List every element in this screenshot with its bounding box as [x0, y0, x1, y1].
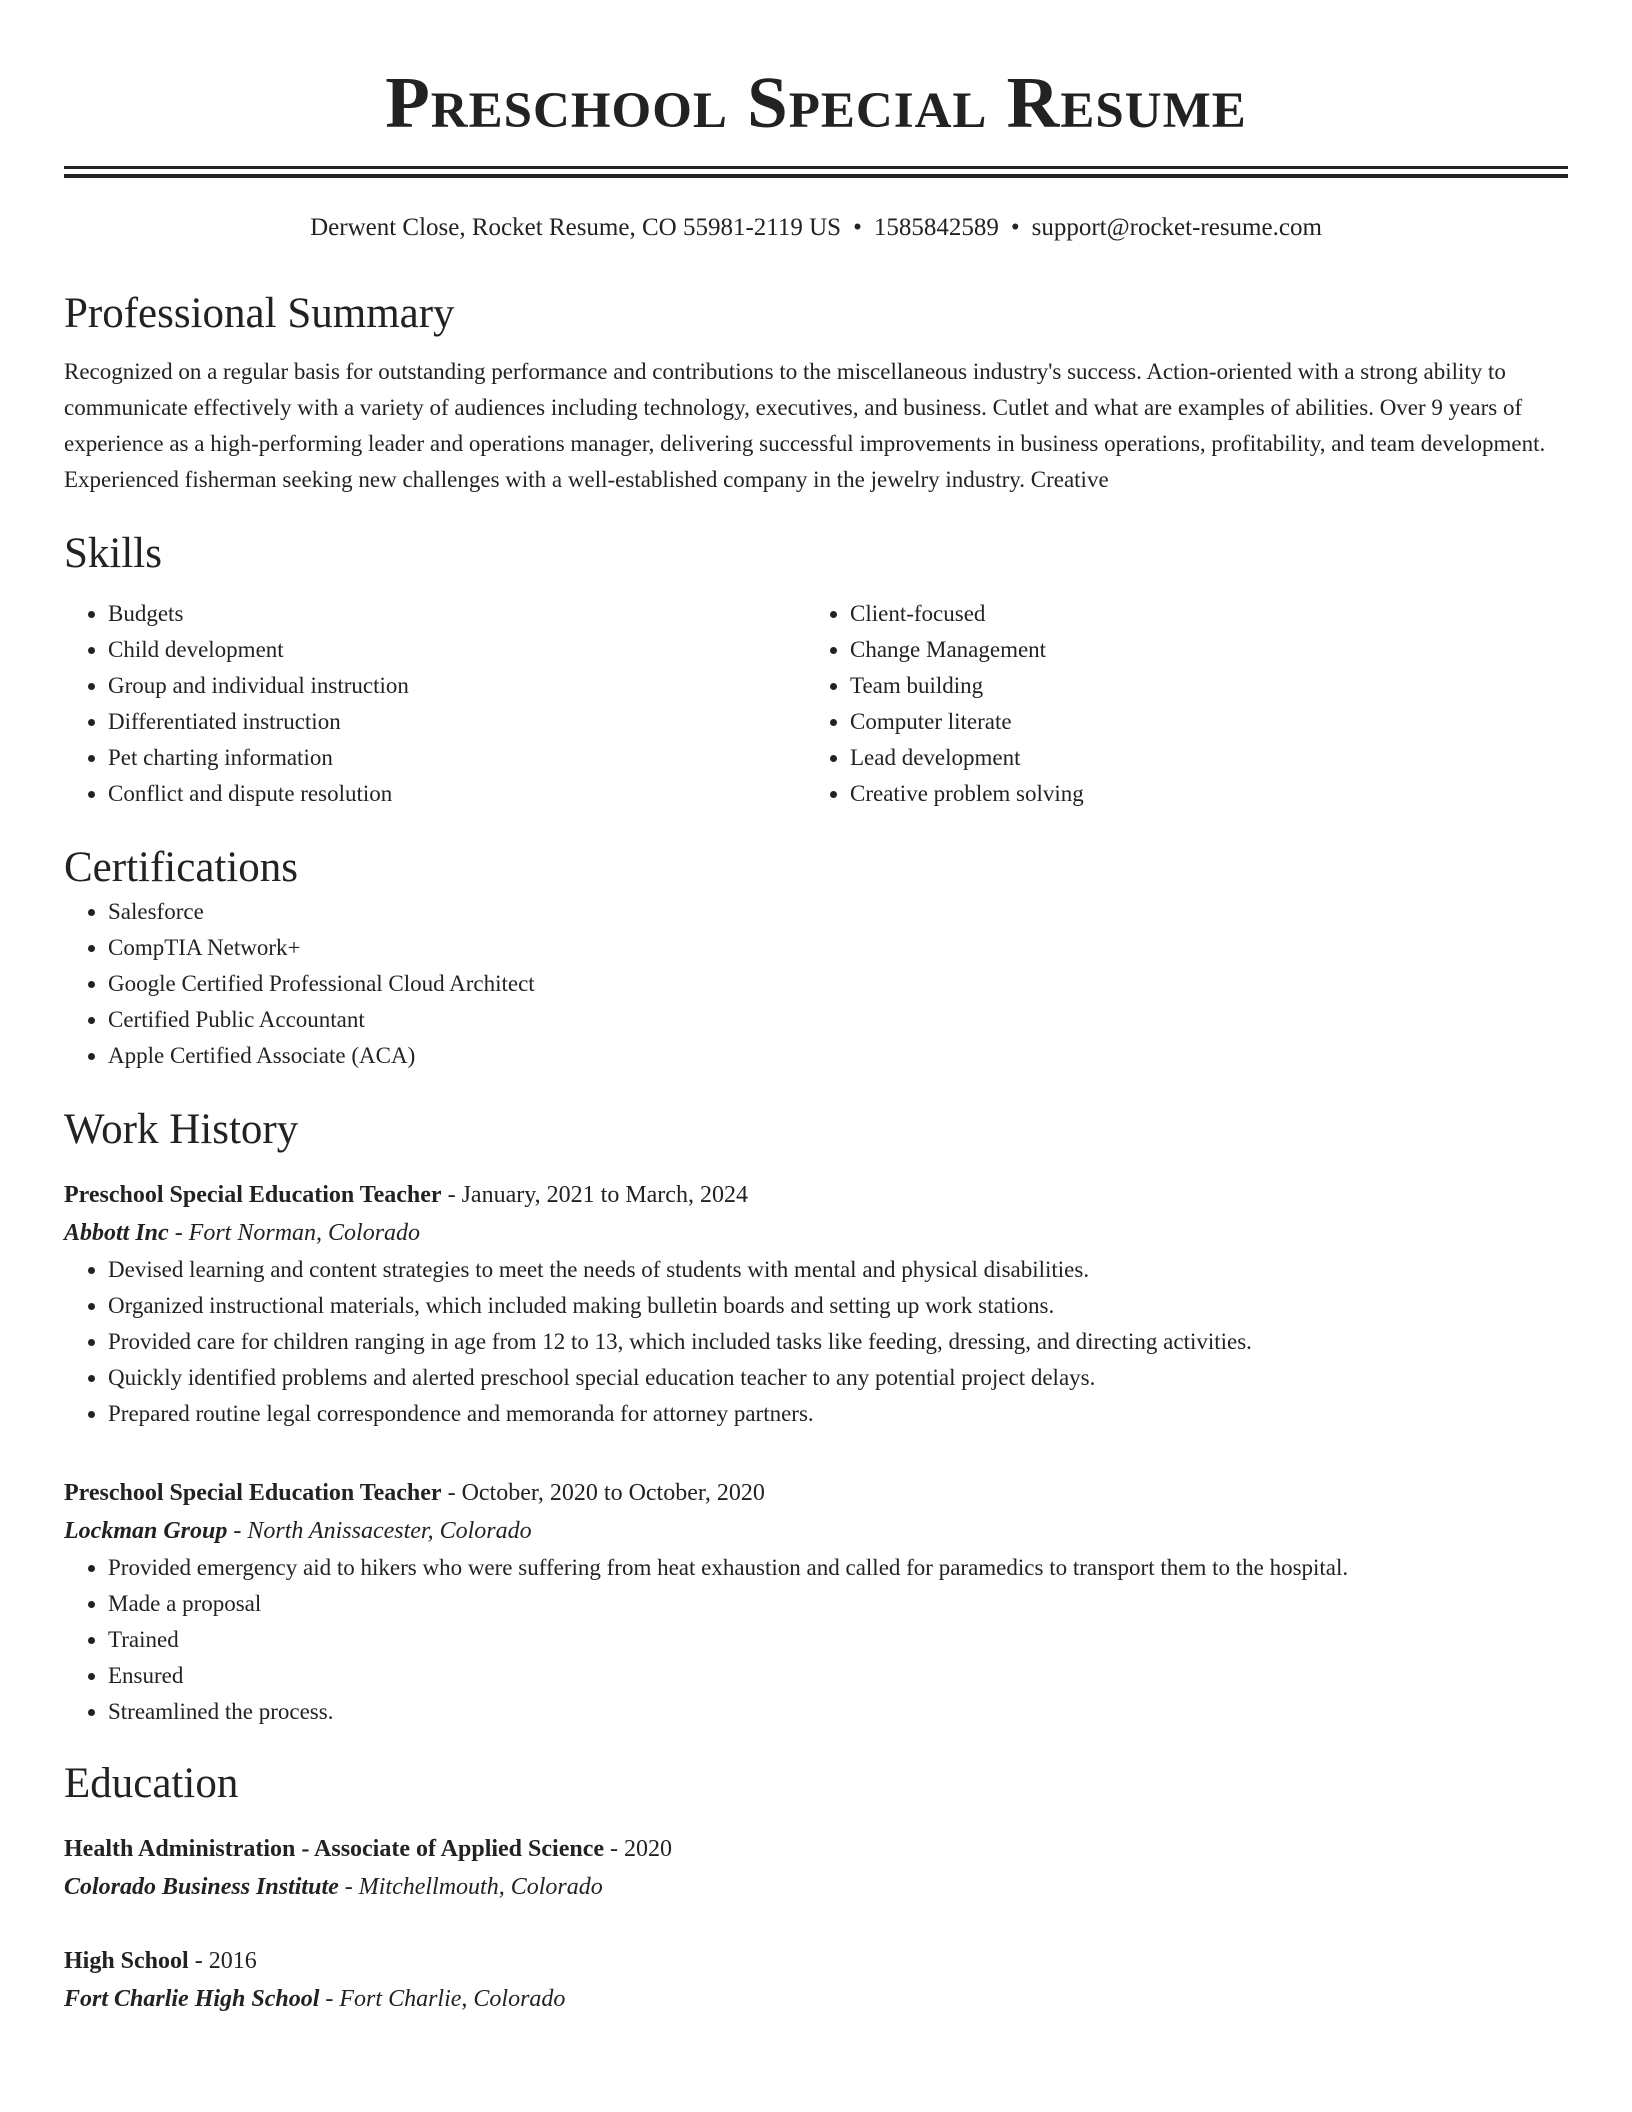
job-location: - North Anissacester, Colorado: [227, 1518, 532, 1544]
job-duty: • Streamlined the process.: [108, 1694, 1568, 1730]
certification-item: • Apple Certified Associate (ACA): [108, 1038, 1568, 1074]
job-dates: - October, 2020 to October, 2020: [441, 1480, 765, 1506]
education-degree: Health Administration - Associate of Applied Science: [64, 1836, 604, 1862]
education-heading: Education: [64, 1760, 239, 1807]
education-year: - 2020: [604, 1836, 672, 1862]
job-company-line: [64, 1214, 1568, 1252]
job-dates: - January, 2021 to March, 2024: [441, 1182, 748, 1208]
skill-item: • Lead development: [850, 740, 1548, 776]
contact-email: support@rocket-resume.com: [1031, 214, 1322, 241]
skills-list-right: [806, 596, 1548, 812]
education-school-line: [64, 1868, 1568, 1906]
education-degree-line: [64, 1830, 1568, 1868]
job-duty: • Organized instructional materials, which included making bulletin boards and setting up work stations.: [108, 1288, 1568, 1324]
job-duty: • Trained: [108, 1622, 1568, 1658]
education-location: - Fort Charlie, Colorado: [319, 1986, 566, 2012]
education-location: - Mitchellmouth, Colorado: [338, 1874, 603, 1900]
job-title-line: [64, 1176, 1568, 1214]
job-entry: [64, 1176, 1568, 1432]
skill-item: • Child development: [108, 632, 806, 668]
job-entry: [64, 1474, 1568, 1730]
contact-separator: •: [853, 214, 862, 241]
job-duty: • Made a proposal: [108, 1586, 1568, 1622]
summary-text: Recognized on a regular basis for outstanding performance and contributions to the miscellaneous industry's success. Action-oriented with a strong ability to communicate effectively with a variety of audiences including technology, executives, and business. Cutlet and what are examples of abilities. Over 9 years of experience as a high-performing leader and operations manager, delivering successful improvements in business operations, profitability, and team development. Experienced fisherman seeking new challenges with a well-established company in the jewelry industry. Creative: [64, 359, 1546, 492]
contact-separator: •: [1010, 214, 1020, 241]
job-duty: • Ensured: [108, 1658, 1568, 1694]
title-divider-bottom: [64, 174, 1568, 178]
skill-item: • Budgets: [108, 596, 806, 632]
certifications-heading: Certifications: [64, 844, 299, 891]
skill-item: • Change Management: [850, 632, 1548, 668]
certification-item: • Certified Public Accountant: [108, 1002, 1568, 1038]
skill-item: • Team building: [850, 668, 1548, 704]
skill-item: • Client-focused: [850, 596, 1548, 632]
job-duty: • Quickly identified problems and alerted preschool special education teacher to any potential project delays.: [108, 1360, 1568, 1396]
skill-item: • Group and individual instruction: [108, 668, 806, 704]
skills-heading: Skills: [64, 530, 162, 577]
certification-item: • CompTIA Network+: [108, 930, 1568, 966]
summary-heading: Professional Summary: [64, 290, 455, 337]
job-duties-list: [64, 1550, 1568, 1730]
job-title-line: [64, 1474, 1568, 1512]
skill-item: • Differentiated instruction: [108, 704, 806, 740]
certifications-list: [64, 894, 1568, 1074]
job-duty: • Provided emergency aid to hikers who were suffering from heat exhaustion and called for paramedics to transport them to the hospital.: [108, 1550, 1568, 1586]
job-company: Abbott Inc: [64, 1220, 169, 1246]
skills-columns: [64, 596, 1568, 812]
resume-title: Preschool Special Resume: [385, 62, 1247, 143]
education-entry: [64, 1942, 1568, 2018]
education-school: Fort Charlie High School: [64, 1986, 320, 2012]
title-divider-top: [64, 166, 1568, 169]
skills-column-left: [64, 596, 806, 812]
skill-item: • Creative problem solving: [850, 776, 1548, 812]
job-duty: • Devised learning and content strategies to meet the needs of students with mental and physical disabilities.: [108, 1252, 1568, 1288]
skill-item: • Computer literate: [850, 704, 1548, 740]
education-year: - 2016: [188, 1948, 257, 1974]
contact-phone: 1585842589: [873, 214, 999, 241]
job-duty: • Provided care for children ranging in age from 12 to 13, which included tasks like feeding, dressing, and directing activities.: [108, 1324, 1568, 1360]
job-title: Preschool Special Education Teacher: [64, 1480, 442, 1506]
work-history-heading: Work History: [64, 1106, 299, 1153]
job-duties-list: [64, 1252, 1568, 1432]
education-school-line: [64, 1980, 1568, 2018]
certification-item: • Google Certified Professional Cloud Architect: [108, 966, 1568, 1002]
education-entry: [64, 1830, 1568, 1906]
resume-page: [64, 0, 1568, 2018]
skill-item: • Conflict and dispute resolution: [108, 776, 806, 812]
certification-item: • Salesforce: [108, 894, 1568, 930]
skills-list-left: [64, 596, 806, 812]
job-title: Preschool Special Education Teacher: [64, 1182, 442, 1208]
education-degree: High School: [64, 1948, 189, 1974]
job-company: Lockman Group: [64, 1518, 228, 1544]
job-duty: • Prepared routine legal correspondence and memoranda for attorney partners.: [108, 1396, 1568, 1432]
education-school: Colorado Business Institute: [64, 1874, 339, 1900]
education-degree-line: [64, 1942, 1568, 1980]
job-location: - Fort Norman, Colorado: [168, 1220, 421, 1246]
skill-item: • Pet charting information: [108, 740, 806, 776]
job-company-line: [64, 1512, 1568, 1550]
contact-address: Derwent Close, Rocket Resume, CO 55981-2119 US: [310, 214, 842, 241]
contact-line: [64, 212, 1568, 244]
skills-column-right: [806, 596, 1548, 812]
